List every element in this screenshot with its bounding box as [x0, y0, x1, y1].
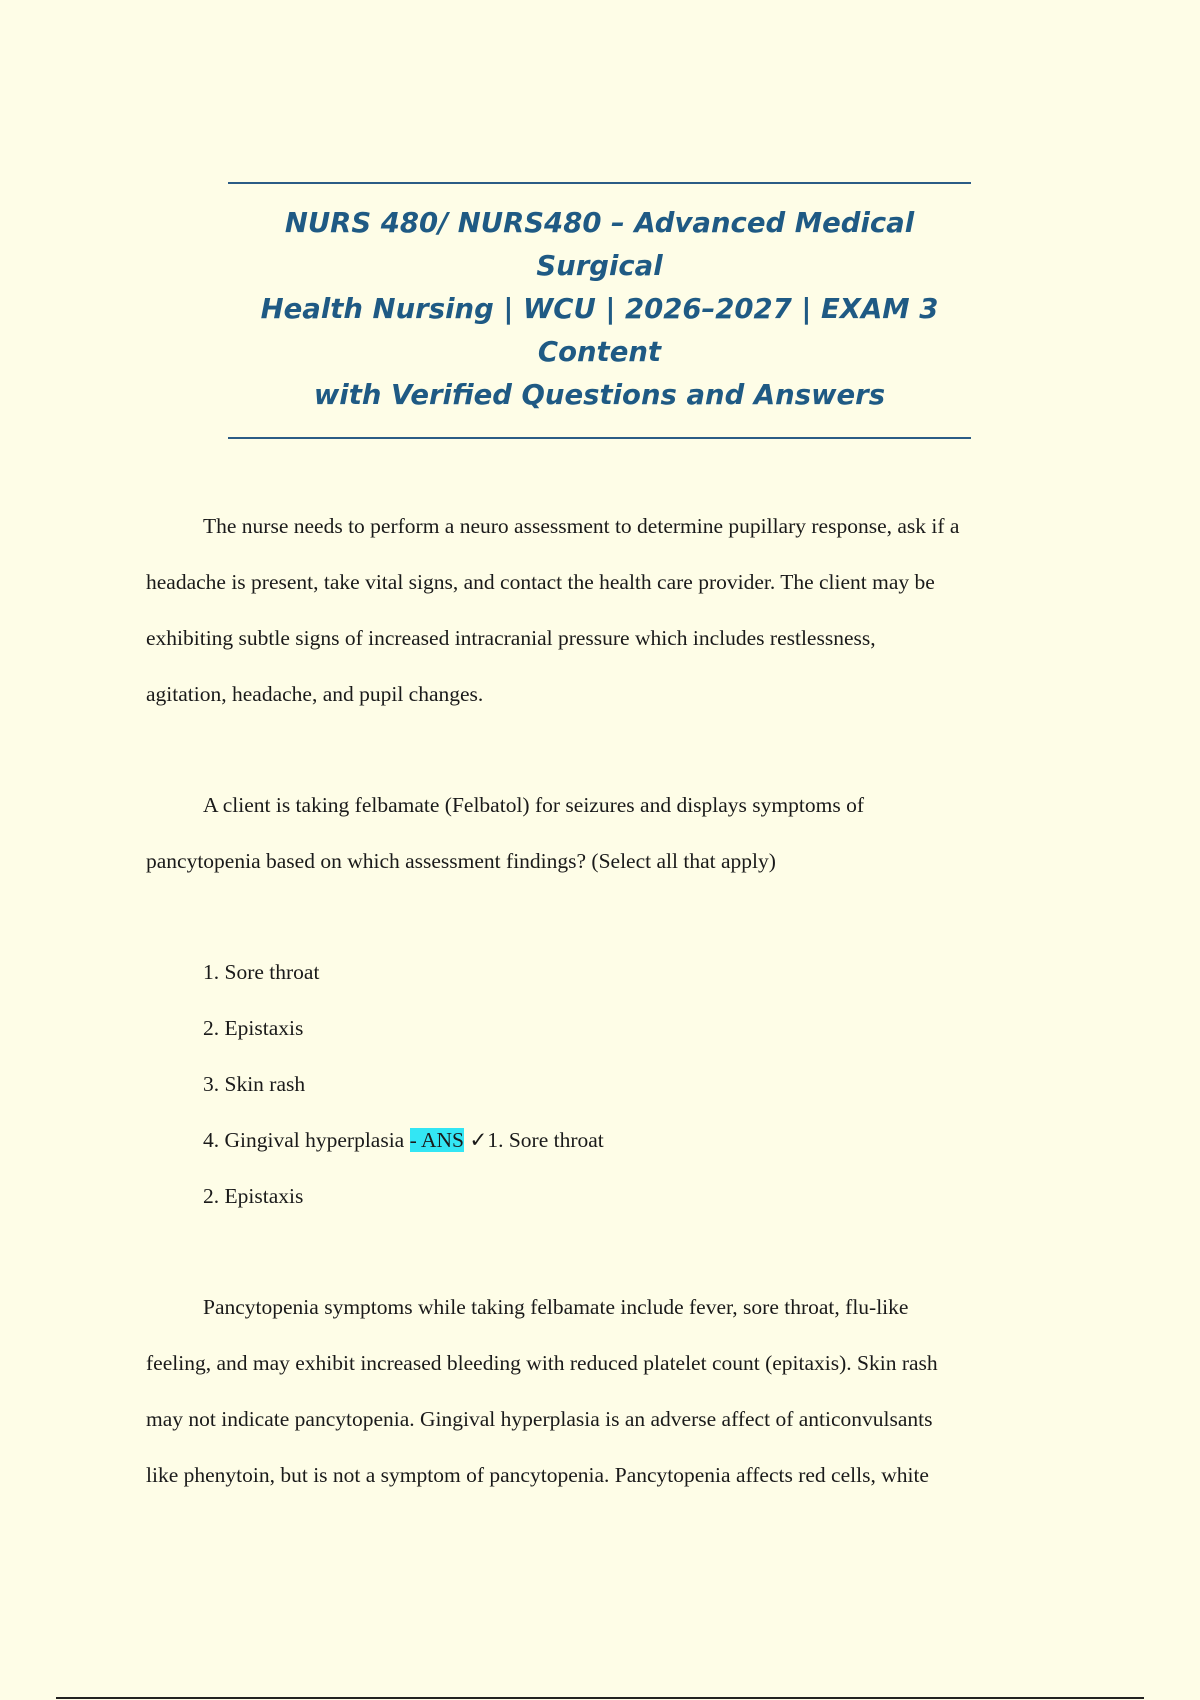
option-item: 3. Skin rash	[203, 1072, 306, 1096]
answer-text: ✓1. Sore throat	[463, 1128, 604, 1152]
rationale-paragraph-2	[146, 1279, 1066, 1503]
document-title	[228, 202, 971, 417]
paragraph-line: Pancytopenia symptoms while taking felbamate include fever, sore throat, flu-like	[203, 1295, 909, 1319]
paragraph-line: feeling, and may exhibit increased bleeding with reduced platelet count (epitaxis). Skin rash	[146, 1351, 938, 1375]
option-item-with-answer	[203, 1112, 1066, 1168]
title-block	[228, 182, 971, 439]
question-stem	[146, 777, 1066, 889]
answer-options	[146, 944, 1066, 1224]
paragraph-line: may not indicate pancytopenia. Gingival hyperplasia is an adverse affect of anticonvulsants	[146, 1407, 933, 1431]
rationale-paragraph-1	[146, 498, 1066, 722]
document-body	[146, 498, 1066, 1503]
title-line-1: NURS 480/ NURS480 – Advanced Medical Surgical	[284, 207, 915, 282]
question-line: pancytopenia based on which assessment findings? (Select all that apply)	[146, 849, 776, 873]
paragraph-line: The nurse needs to perform a neuro assessment to determine pupillary response, ask if a	[203, 514, 960, 538]
title-top-rule	[228, 182, 971, 184]
paragraph-line: exhibiting subtle signs of increased intracranial pressure which includes restlessness,	[146, 626, 876, 650]
paragraph-line: headache is present, take vital signs, and contact the health care provider. The client may be	[146, 570, 935, 594]
answer-label-highlight: - ANS	[409, 1128, 464, 1152]
option-item: 2. Epistaxis	[203, 1016, 304, 1040]
paragraph-line: agitation, headache, and pupil changes.	[146, 682, 484, 706]
page-bottom-rule	[56, 1697, 1144, 1699]
option-item: 1. Sore throat	[203, 960, 320, 984]
answer-item: 2. Epistaxis	[203, 1184, 304, 1208]
paragraph-line: like phenytoin, but is not a symptom of pancytopenia. Pancytopenia affects red cells, white	[146, 1463, 929, 1487]
option-text: 4. Gingival hyperplasia	[203, 1128, 410, 1152]
title-bottom-rule	[228, 437, 971, 439]
title-line-3: with Verified Questions and Answers	[313, 379, 886, 411]
question-line: A client is taking felbamate (Felbatol) for seizures and displays symptoms of	[203, 793, 864, 817]
title-line-2: Health Nursing | WCU | 2026–2027 | EXAM 3 Content	[260, 293, 939, 368]
